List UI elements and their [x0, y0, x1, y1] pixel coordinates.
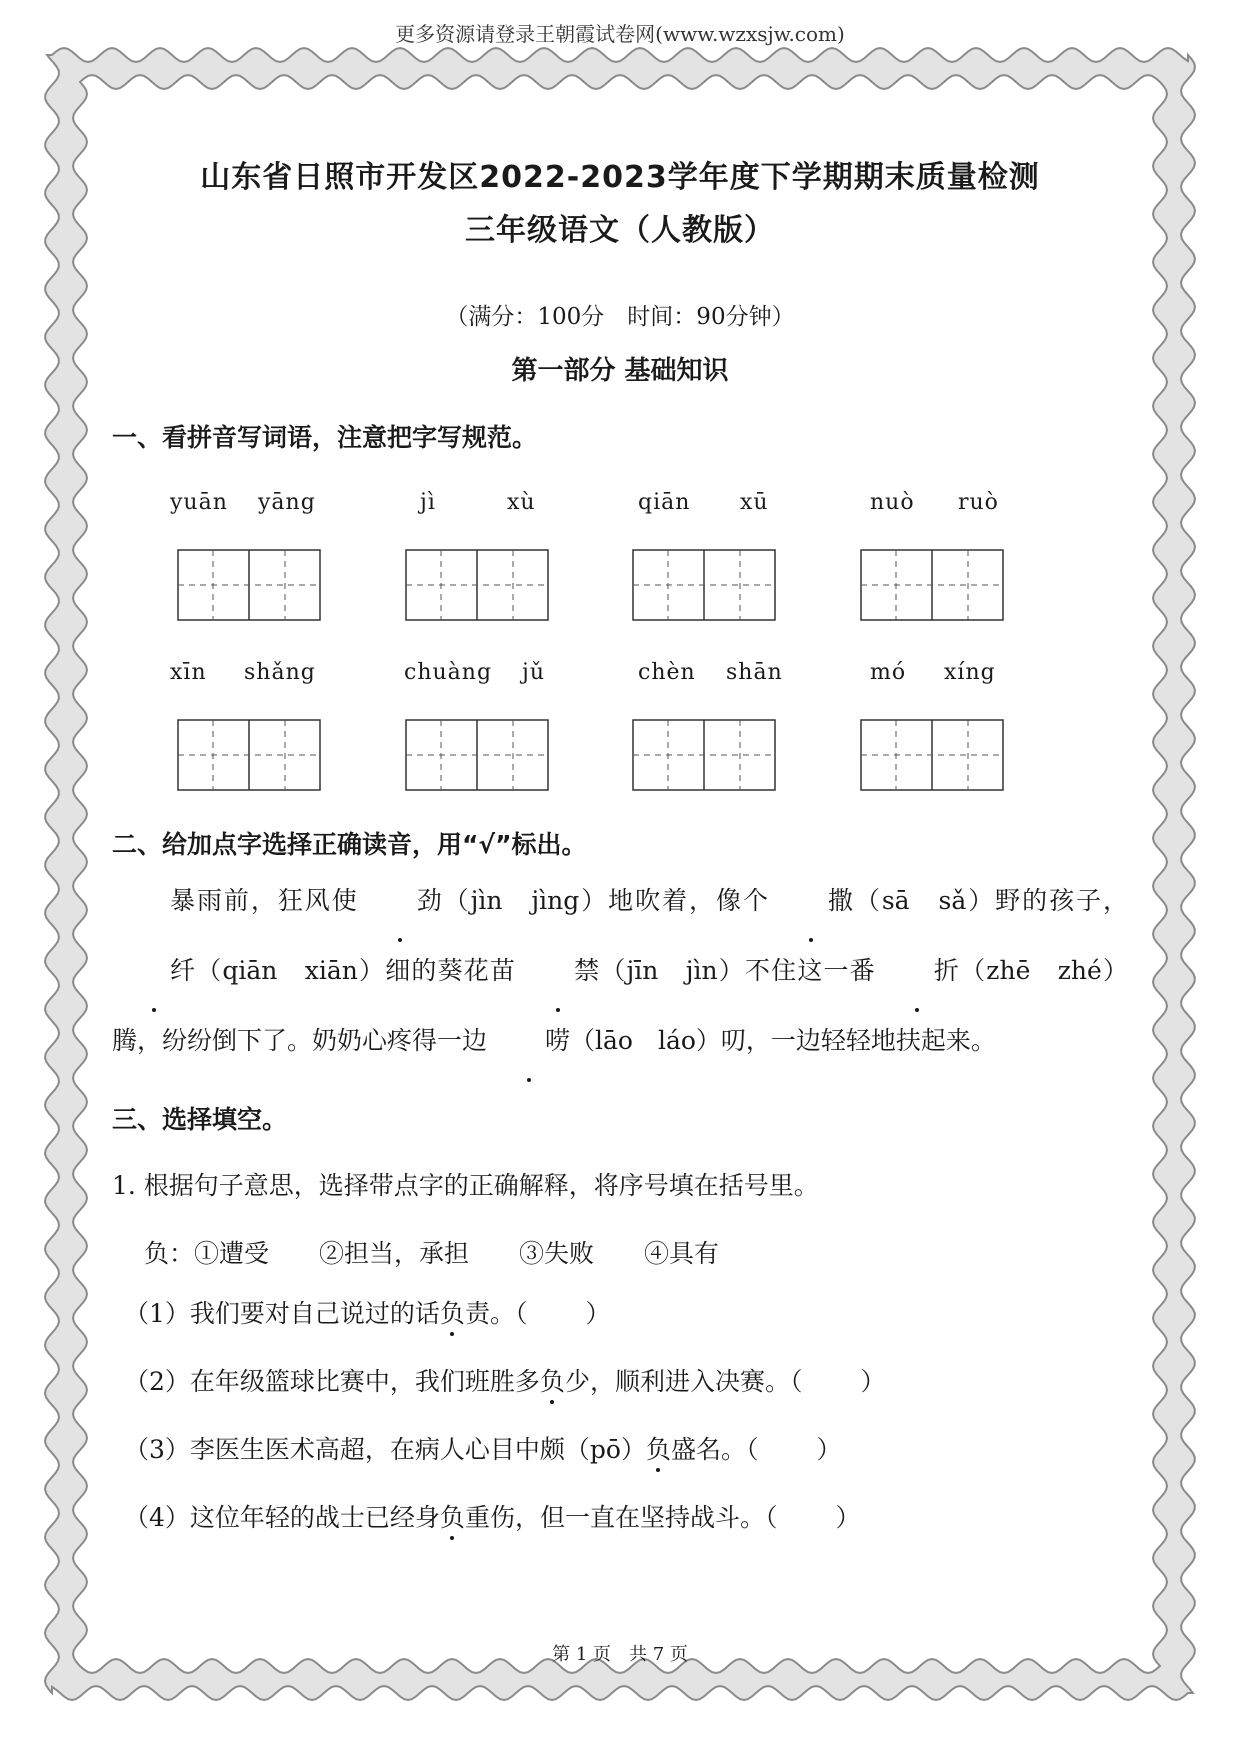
watermark: 更多资源请登录王朝霞试卷网(www.wzxsjw.com) [395, 22, 845, 46]
sub-question: （3）李医生医术高超，在病人心目中颇（pō）负盛名。（ ） [124, 1430, 842, 1466]
writing-grid-box[interactable] [860, 549, 1004, 621]
pinyin: chuàng [404, 660, 493, 685]
dotted-char: 负 [440, 1294, 465, 1330]
writing-grid-box[interactable] [860, 719, 1004, 791]
passage-text: （qiān xiān）细的葵花苗 [195, 956, 517, 985]
dotted-char: 纤 [112, 936, 195, 1006]
page-footer: 第 1 页 共 7 页 [552, 1644, 688, 1665]
pinyin: jǔ [522, 660, 545, 685]
writing-grid-box[interactable] [632, 549, 776, 621]
pinyin: xīn [170, 660, 207, 685]
pinyin: qiān [638, 490, 691, 515]
pinyin: nuò [870, 490, 915, 515]
dotted-char: 唠 [487, 1006, 570, 1076]
pinyin: shān [726, 660, 783, 685]
passage-text: （lāo láo）叨，一边轻轻地扶起来。 [570, 1026, 996, 1055]
exam-title-line2: 三年级语文（人教版） [465, 213, 775, 248]
passage-text: （jīn jìn）不住这一番 [599, 956, 876, 985]
pinyin: ruò [958, 490, 999, 515]
pinyin: xù [507, 490, 536, 515]
pinyin: shǎng [244, 660, 316, 685]
section2-heading: 二、给加点字选择正确读音，用“√”标出。 [112, 830, 587, 859]
sub-question: （4）这位年轻的战士已经身负重伤，但一直在坚持战斗。（ ） [124, 1498, 860, 1534]
passage-text: （zhē zhé）腾，纷纷倒下了。奶奶心疼得一边 [112, 956, 1128, 1055]
dotted-char: 撒 [770, 866, 853, 936]
passage-text: （jìn jìng）地吹着，像个 [441, 886, 770, 915]
dotted-char: 劲 [359, 866, 442, 936]
pinyin: xíng [944, 660, 996, 685]
pinyin: yāng [258, 490, 316, 515]
part-title: 第一部分 基础知识 [511, 356, 729, 386]
dotted-char: 禁 [516, 936, 599, 1006]
answer-options: 负：①遭受 ②担当，承担 ③失败 ④具有 [144, 1239, 720, 1268]
passage-text: 暴雨前，狂风使 [170, 886, 359, 915]
writing-grid-box[interactable] [177, 719, 321, 791]
dotted-char: 负 [540, 1362, 565, 1398]
pinyin: yuān [170, 490, 228, 515]
writing-grid-box[interactable] [405, 549, 549, 621]
pinyin: mó [870, 660, 907, 685]
dotted-char: 负 [646, 1430, 671, 1466]
sub-question: （1）我们要对自己说过的话负责。（ ） [124, 1294, 610, 1330]
dotted-char: 折 [876, 936, 959, 1006]
exam-title-line1: 山东省日照市开发区2022-2023学年度下学期期末质量检测 [200, 160, 1040, 195]
section1-heading: 一、看拼音写词语，注意把字写规范。 [112, 423, 538, 452]
writing-grid-box[interactable] [632, 719, 776, 791]
writing-grid-box[interactable] [405, 719, 549, 791]
pinyin: xū [740, 490, 769, 515]
passage-text: （sā sǎ）野的孩子， [852, 886, 1128, 915]
pinyin: chèn [638, 660, 696, 685]
section3-heading: 三、选择填空。 [112, 1105, 288, 1134]
exam-info: （满分：100分 时间：90分钟） [445, 304, 795, 330]
section2-passage [112, 866, 1128, 1076]
pinyin: jì [420, 490, 436, 515]
writing-grid-box[interactable] [177, 549, 321, 621]
sub-question: （2）在年级篮球比赛中，我们班胜多负少，顺利进入决赛。（ ） [124, 1362, 885, 1398]
question-1: 1. 根据句子意思，选择带点字的正确解释，将序号填在括号里。 [112, 1171, 819, 1200]
dotted-char: 负 [440, 1498, 465, 1534]
